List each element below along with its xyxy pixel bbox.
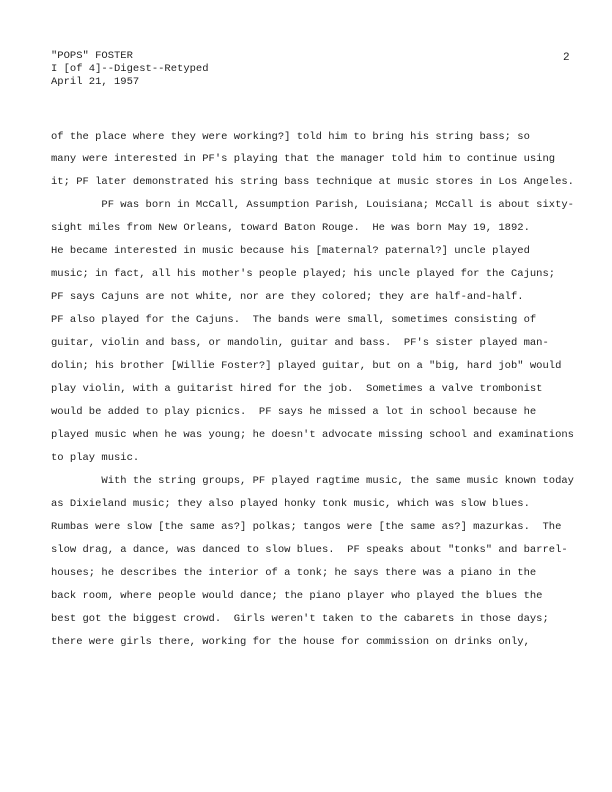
header-reel: I [of 4]--Digest--Retyped (51, 63, 209, 75)
text-line: slow drag, a dance, was danced to slow blues. PF speaks about "tonks" and barrel- (51, 544, 568, 556)
text-line: play violin, with a guitarist hired for the job. Sometimes a valve trombonist (51, 383, 543, 395)
text-line: back room, where people would dance; the piano player who played the blues the (51, 590, 543, 602)
text-line: dolin; his brother [Willie Foster?] played guitar, but on a "big, hard job" would (51, 360, 562, 372)
text-line: it; PF later demonstrated his string bass technique at music stores in Los Angeles. (51, 176, 574, 188)
text-line: best got the biggest crowd. Girls weren't taken to the cabarets in those days; (51, 613, 549, 625)
text-line: houses; he describes the interior of a tonk; he says there was a piano in the (51, 567, 537, 579)
text-line: would be added to play picnics. PF says he missed a lot in school because he (51, 406, 537, 418)
text-line: of the place where they were working?] told him to bring his string bass; so (51, 131, 530, 143)
text-line: sight miles from New Orleans, toward Baton Rouge. He was born May 19, 1892. (51, 222, 530, 234)
text-line: PF says Cajuns are not white, nor are they colored; they are half-and-half. (51, 291, 524, 303)
text-line: to play music. (51, 452, 140, 464)
header-date: April 21, 1957 (51, 76, 140, 88)
text-line: many were interested in PF's playing that the manager told him to continue using (51, 153, 556, 165)
header-name: "POPS" FOSTER (51, 50, 133, 62)
text-line: With the string groups, PF played ragtime music, the same music known today (51, 475, 574, 487)
text-line: played music when he was young; he doesn't advocate missing school and examinations (51, 429, 574, 441)
text-line: music; in fact, all his mother's people played; his uncle played for the Cajuns; (51, 268, 556, 280)
text-line: PF was born in McCall, Assumption Parish, Louisiana; McCall is about sixty- (51, 199, 574, 211)
text-line: PF also played for the Cajuns. The bands were small, sometimes consisting of (51, 314, 537, 326)
text-line: guitar, violin and bass, or mandolin, guitar and bass. PF's sister played man- (51, 337, 549, 349)
text-line: He became interested in music because his [maternal? paternal?] uncle played (51, 245, 530, 257)
text-line: Rumbas were slow [the same as?] polkas; tangos were [the same as?] mazurkas. The (51, 521, 562, 533)
document-header (51, 50, 209, 89)
text-line: as Dixieland music; they also played honky tonk music, which was slow blues. (51, 498, 530, 510)
page-number: 2 (563, 52, 570, 64)
text-line: there were girls there, working for the house for commission on drinks only, (51, 636, 530, 648)
